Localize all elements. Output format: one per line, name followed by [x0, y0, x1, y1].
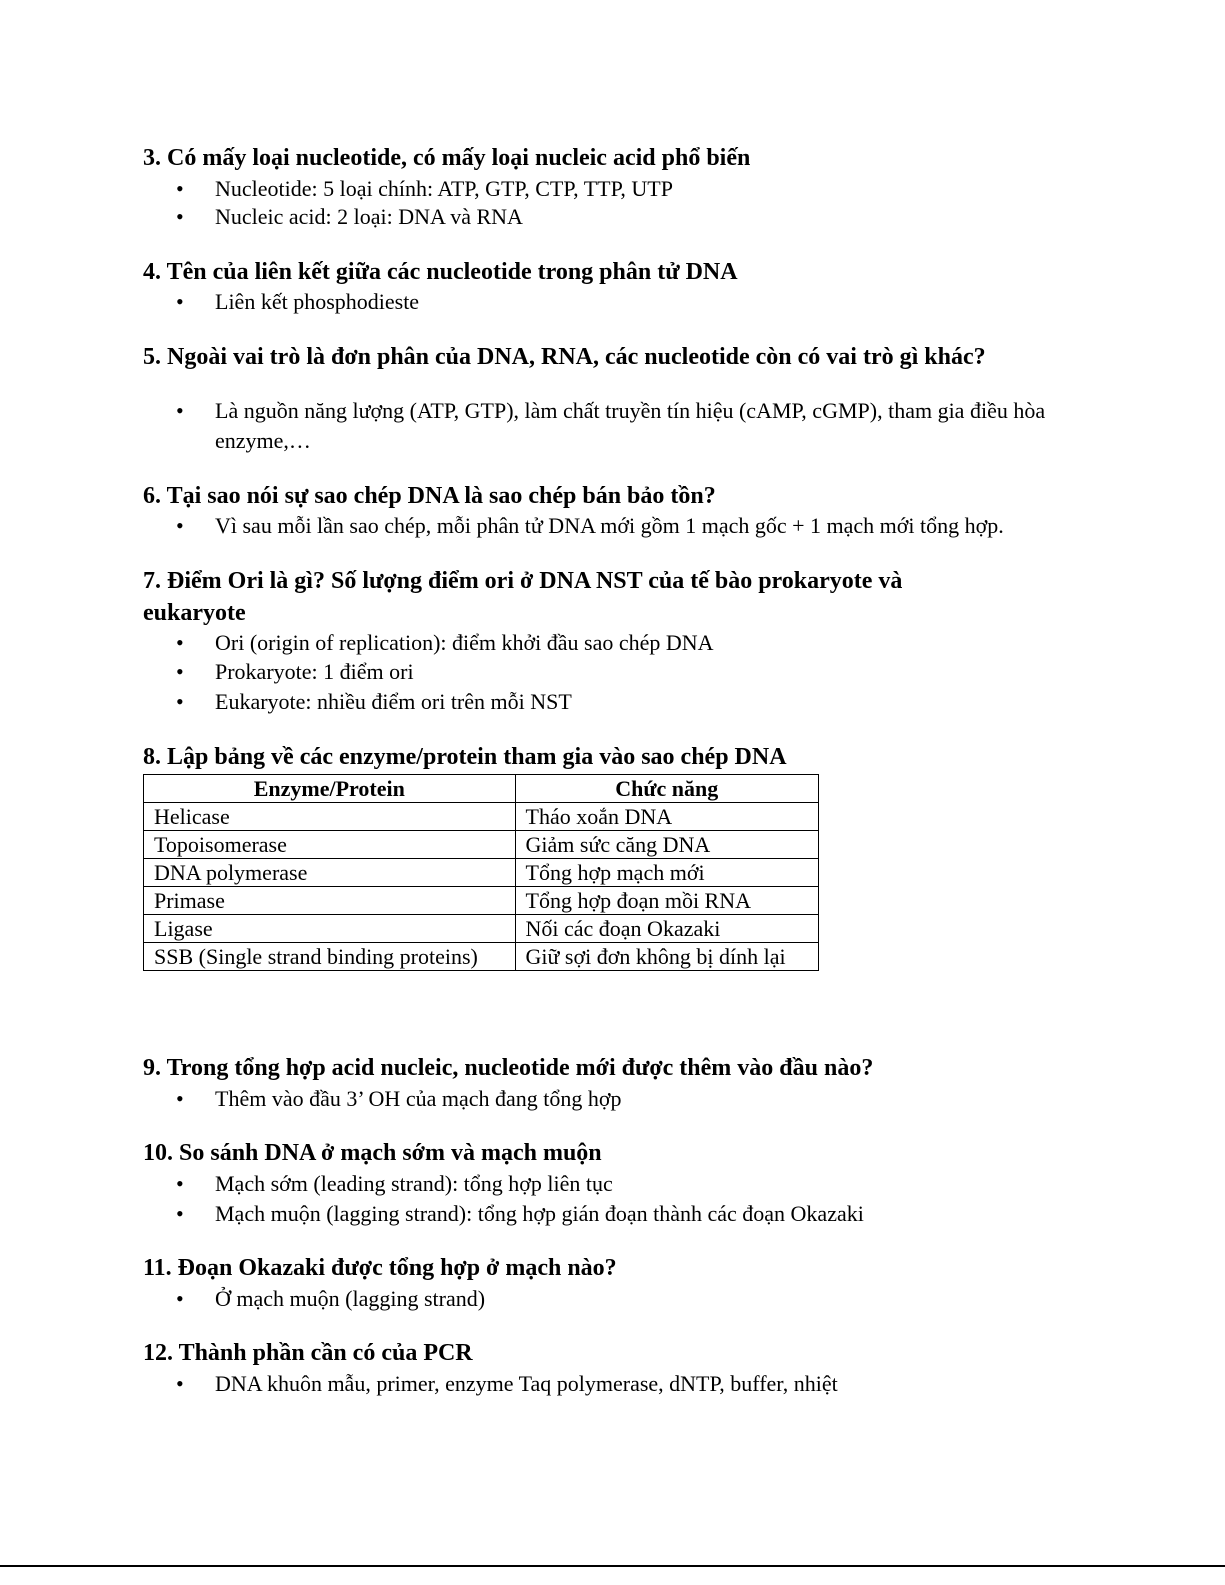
question-5-heading: 5. Ngoài vai trò là đơn phân của DNA, RNA, các nucleotide còn có vai trò gì khác?: [143, 344, 986, 370]
question-9-heading: 9. Trong tổng hợp acid nucleic, nucleotide mới được thêm vào đầu nào?: [143, 1055, 874, 1081]
question-12-heading: 12. Thành phần cần có của PCR: [143, 1340, 473, 1366]
list-item: • Là nguồn năng lượng (ATP, GTP), làm chất truyền tín hiệu (cAMP, cGMP), tham gia điều hòa enzyme,…: [215, 396, 1055, 456]
list-item: • Vì sau mỗi lần sao chép, mỗi phân tử DNA mới gồm 1 mạch gốc + 1 mạch mới tổng hợp.: [215, 511, 1004, 541]
table-cell: Helicase: [144, 803, 516, 831]
table-cell: Topoisomerase: [144, 831, 516, 859]
list-item: • Nucleotide: 5 loại chính: ATP, GTP, CTP, TTP, UTP: [215, 174, 673, 204]
table-header-cell: Enzyme/Protein: [144, 775, 516, 803]
table-row: [144, 803, 819, 831]
table-cell: Giữ sợi đơn không bị dính lại: [515, 943, 819, 971]
enzyme-table: [143, 774, 819, 971]
table-row: [144, 831, 819, 859]
question-4-heading: 4. Tên của liên kết giữa các nucleotide trong phân tử DNA: [143, 259, 738, 285]
table-cell: Tổng hợp đoạn mồi RNA: [515, 887, 819, 915]
question-3-heading: 3. Có mấy loại nucleotide, có mấy loại nucleic acid phổ biến: [143, 145, 751, 171]
table-row: [144, 915, 819, 943]
list-item: • Mạch muộn (lagging strand): tổng hợp gián đoạn thành các đoạn Okazaki: [215, 1199, 864, 1229]
table-row: [144, 859, 819, 887]
table-cell: Ligase: [144, 915, 516, 943]
question-10-heading: 10. So sánh DNA ở mạch sớm và mạch muộn: [143, 1140, 602, 1166]
table-row: [144, 943, 819, 971]
list-item: • Prokaryote: 1 điểm ori: [215, 657, 414, 687]
table-header-row: [144, 775, 819, 803]
page-bottom-divider: [0, 1565, 1225, 1567]
table-cell: Giảm sức căng DNA: [515, 831, 819, 859]
list-item: • Nucleic acid: 2 loại: DNA và RNA: [215, 202, 523, 232]
table-cell: Nối các đoạn Okazaki: [515, 915, 819, 943]
list-item: • Eukaryote: nhiều điểm ori trên mỗi NST: [215, 687, 572, 717]
question-11-heading: 11. Đoạn Okazaki được tổng hợp ở mạch nào?: [143, 1255, 617, 1281]
list-item: • Ở mạch muộn (lagging strand): [215, 1284, 485, 1314]
table-cell: Tháo xoắn DNA: [515, 803, 819, 831]
table-cell: Tổng hợp mạch mới: [515, 859, 819, 887]
list-item: • Ori (origin of replication): điểm khởi đầu sao chép DNA: [215, 628, 714, 658]
question-6-heading: 6. Tại sao nói sự sao chép DNA là sao chép bán bảo tồn?: [143, 483, 716, 509]
question-8-heading: 8. Lập bảng về các enzyme/protein tham gia vào sao chép DNA: [143, 744, 787, 770]
list-item: • Liên kết phosphodieste: [215, 287, 419, 317]
table-cell: Primase: [144, 887, 516, 915]
table-cell: SSB (Single strand binding proteins): [144, 943, 516, 971]
question-7-heading-line2: eukaryote: [143, 600, 246, 626]
list-item: • Mạch sớm (leading strand): tổng hợp liên tục: [215, 1169, 613, 1199]
list-item: • Thêm vào đầu 3’ OH của mạch đang tổng hợp: [215, 1084, 622, 1114]
table-row: [144, 887, 819, 915]
question-7-heading-line1: 7. Điểm Ori là gì? Số lượng điểm ori ở DNA NST của tế bào prokaryote và: [143, 568, 903, 594]
table-header-cell: Chức năng: [515, 775, 819, 803]
list-item: • DNA khuôn mẫu, primer, enzyme Taq polymerase, dNTP, buffer, nhiệt: [215, 1369, 838, 1399]
table-cell: DNA polymerase: [144, 859, 516, 887]
